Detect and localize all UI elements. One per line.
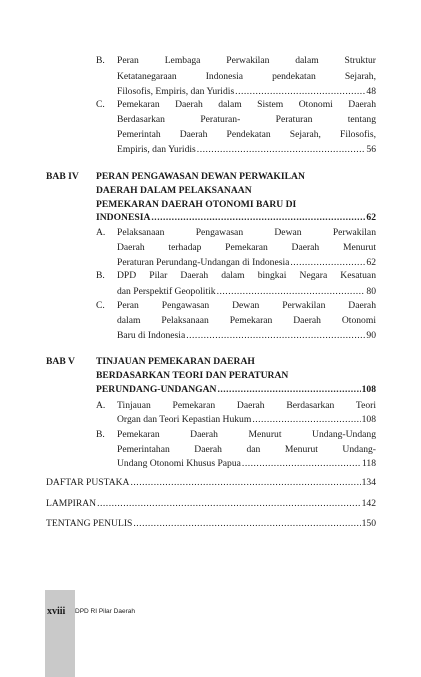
item-text-line: Peran Lembaga Perwakilan dalam Struktur	[117, 55, 376, 66]
page-number: 118	[361, 458, 376, 469]
page-number: 108	[361, 414, 376, 425]
leader-dots	[151, 212, 365, 223]
chapter-title-last-line	[96, 212, 376, 223]
page-number: 80	[366, 286, 376, 297]
item-last-line	[117, 330, 376, 341]
item-text-line: Filosofis, Empiris, dan Yuridis	[117, 86, 235, 97]
item-text-line: Pemekaran Daerah Menurut Undang-Undang	[117, 429, 376, 440]
chapter-title-line: PERUNDANG-UNDANGAN	[96, 384, 217, 395]
chapter-label: BAB IV	[46, 171, 79, 182]
leader-dots	[131, 477, 361, 488]
item-text-line: Peran Pengawasan Dewan Perwakilan Daerah	[117, 300, 376, 311]
item-letter: C.	[96, 300, 105, 311]
item-text-line: dalam Pelaksanaan Pemekaran Daerah Otonomi	[117, 315, 376, 326]
item-last-line	[117, 458, 376, 469]
chapter-label: BAB V	[46, 356, 75, 367]
item-text-line: Peraturan Perundang-Undangan di Indonesia	[117, 257, 290, 268]
page-number: 48	[366, 86, 376, 97]
item-text-line: DPD Pilar Daerah dalam bingkai Negara Kesatuan	[117, 270, 376, 281]
item-last-line	[117, 286, 376, 297]
item-letter: A.	[96, 227, 106, 238]
page-number: 108	[361, 384, 376, 395]
leader-dots	[235, 86, 365, 97]
page-number: 62	[366, 212, 376, 223]
toc-entry-lampiran[interactable]	[46, 498, 376, 509]
leader-dots	[290, 257, 365, 268]
page-number: 134	[361, 477, 376, 488]
item-text-line: dan Perspektif Geopolitik	[117, 286, 216, 297]
chapter-title-line: PERAN PENGAWASAN DEWAN PERWAKILAN	[96, 171, 305, 182]
item-letter: C.	[96, 99, 105, 110]
item-text-line: Tinjauan Pemekaran Daerah Berdasarkan Teori	[117, 400, 376, 411]
toc-entry-daftar-pustaka[interactable]	[46, 477, 376, 488]
item-text-line: Organ dan Teori Kepastian Hukum	[117, 414, 252, 425]
chapter-title-last-line	[96, 384, 376, 395]
leader-dots	[242, 458, 361, 469]
item-text-line: Baru di Indonesia	[117, 330, 186, 341]
page-number: 62	[366, 257, 376, 268]
item-text-line: Pemekaran Daerah dalam Sistem Otonomi Daerah	[117, 99, 376, 110]
page-number: 56	[366, 144, 376, 155]
leader-dots	[186, 330, 365, 341]
item-last-line	[117, 144, 376, 155]
item-letter: A.	[96, 400, 106, 411]
item-text-line: Pemerintahan Daerah dan Menurut Undang-	[117, 444, 376, 455]
leader-dots	[197, 144, 366, 155]
page-gutter-bar	[45, 590, 75, 677]
entry-label: LAMPIRAN	[46, 498, 97, 509]
toc-entry-tentang-penulis[interactable]	[46, 518, 376, 529]
chapter-title-line: BERDASARKAN TEORI DAN PERATURAN	[96, 370, 289, 381]
leader-dots	[133, 518, 360, 529]
footer-page-number: xviii	[47, 606, 66, 617]
item-letter: B.	[96, 55, 105, 66]
chapter-title-line: INDONESIA	[96, 212, 151, 223]
item-text-line: Pemerintah Daerah Pendekatan Sejarah, Filosofis,	[117, 129, 376, 140]
chapter-title-line: PEMEKARAN DAERAH OTONOMI BARU DI	[96, 199, 297, 210]
leader-dots	[217, 384, 360, 395]
leader-dots	[217, 286, 366, 297]
page-number: 90	[366, 330, 376, 341]
leader-dots	[252, 414, 360, 425]
item-letter: B.	[96, 270, 105, 281]
item-last-line	[117, 257, 376, 268]
item-text-line: Undang Otonomi Khusus Papua	[117, 458, 241, 469]
item-last-line	[117, 86, 376, 97]
item-letter: B.	[96, 429, 105, 440]
leader-dots	[97, 498, 361, 509]
item-text-line: Berdasarkan Peraturan- Peraturan tentang	[117, 114, 376, 125]
item-text-line: Pelaksanaan Pengawasan Dewan Perwakilan	[117, 227, 376, 238]
item-last-line	[117, 414, 376, 425]
footer-running-title: DPD RI Pilar Daerah	[75, 608, 135, 615]
chapter-title-line: TINJAUAN PEMEKARAN DAERAH	[96, 356, 255, 367]
chapter-title-line: DAERAH DALAM PELAKSANAAN	[96, 185, 252, 196]
item-text-line: Empiris, dan Yuridis	[117, 144, 196, 155]
page-number: 150	[361, 518, 376, 529]
page-number: 142	[361, 498, 376, 509]
item-text-line: Ketatanegaraan Indonesia pendekatan Sejarah,	[117, 71, 376, 82]
entry-label: DAFTAR PUSTAKA	[46, 477, 130, 488]
item-text-line: Daerah terhadap Pemekaran Daerah Menurut	[117, 242, 376, 253]
entry-label: TENTANG PENULIS	[46, 518, 133, 529]
